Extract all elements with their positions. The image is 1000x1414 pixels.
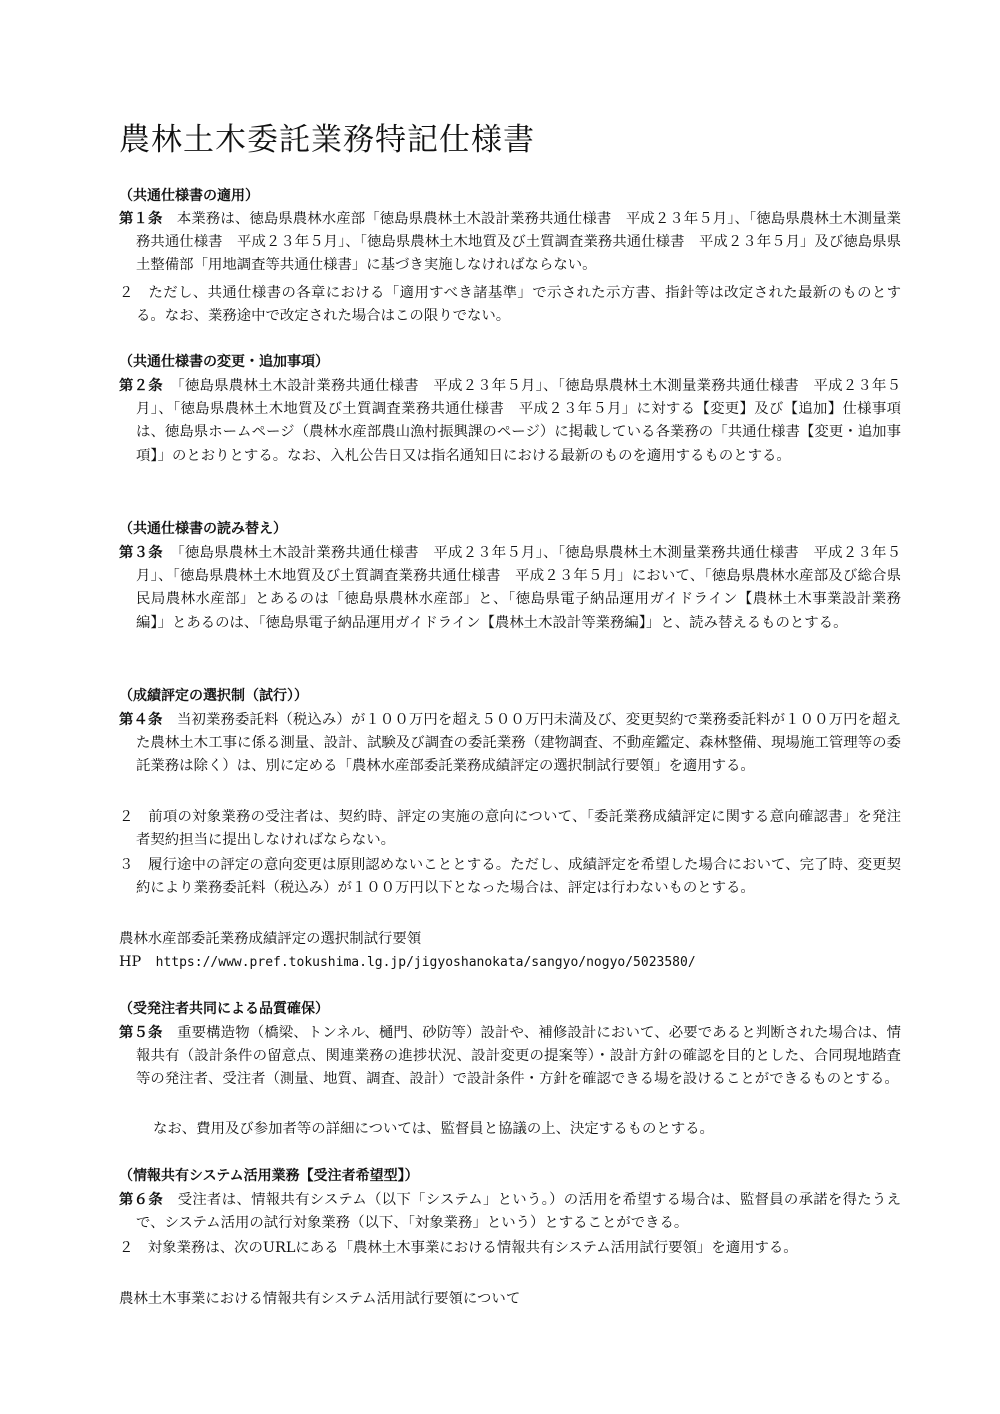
- article-1: [119, 208, 901, 278]
- article-4-item-3: ３ 履行途中の評定の意向変更は原則認めないこととする。ただし、成績評定を希望した場合において、完了時、変更契約により業務委託料（税込み）が１００万円以下となった場合は、評定は行わないものとする。: [119, 857, 901, 897]
- article-4: [119, 709, 901, 779]
- article-6-item-2: ２ 対象業務は、次のURLにある「農林土木事業における情報共有システム活用試行要領」を適用する。: [119, 1240, 798, 1256]
- article-6: [119, 1189, 901, 1235]
- article-5: [119, 1022, 901, 1092]
- article-4-item-2: ２ 前項の対象業務の受注者は、契約時、評定の実施の意向について、「委託業務成績評定に関する意向確認書」を発注者契約担当に提出しなければならない。: [119, 809, 901, 849]
- section-5-heading: （受発注者共同による品質確保）: [119, 1001, 329, 1017]
- article-1-text: 本業務は、徳島県農林水産部「徳島県農林土木設計業務共通仕様書 平成２３年５月」、「徳島県農林土木測量業務共通仕様書 平成２３年５月」、「徳島県農林土木地質及び土質調査業務共通仕様書 平成２３年５月」及び徳島県県土整備部「用地調査等共通仕様書」に基づき実施しなければならない。: [136, 211, 901, 274]
- page-title: 農林土木委託業務特記仕様書: [119, 122, 535, 158]
- article-3: [119, 542, 901, 635]
- reference-title-2: 農林土木事業における情報共有システム活用試行要領について: [119, 1291, 521, 1307]
- article-5-note: なお、費用及び参加者等の詳細については、監督員と協議の上、決定するものとする。: [153, 1121, 714, 1137]
- article-5-label: 第５条: [119, 1025, 163, 1041]
- article-4-text: 当初業務委託料（税込み）が１００万円を超え５００万円未満及び、変更契約で業務委託料が１００万円を超えた農林土木工事に係る測量、設計、試験及び調査の委託業務（建物調査、不動産鑑定、森林整備、現場施工管理等の委託業務は除く）は、別に定める「農林水産部委託業務成績評定の選択制試行要領」を適用する。: [136, 712, 901, 775]
- section-2-heading: （共通仕様書の変更・追加事項）: [119, 354, 329, 370]
- section-3-heading: （共通仕様書の読み替え）: [119, 521, 287, 537]
- article-4-label: 第４条: [119, 712, 163, 728]
- article-2: [119, 375, 901, 468]
- article-5-text: 重要構造物（橋梁、トンネル、樋門、砂防等）設計や、補修設計において、必要であると判断された場合は、情報共有（設計条件の留意点、関連業務の進捗状況、設計変更の提案等）・設計方針の確認を目的とした、合同現地踏査等の発注者、受注者（測量、地質、調査、設計）で設計条件・方針を確認できる場を設けることができるものとする。: [136, 1025, 901, 1088]
- reference-url-link[interactable]: https://www.pref.tokushima.lg.jp/jigyoshanokata/sangyo/nogyo/5023580/: [155, 955, 696, 970]
- article-2-label: 第２条: [119, 378, 163, 394]
- section-1-heading: （共通仕様書の適用）: [119, 188, 259, 204]
- reference-link-line: [119, 951, 696, 974]
- article-6-text: 受注者は、情報共有システム（以下「システム」という。）の活用を希望する場合は、監督員の承諾を得たうえで、システム活用の試行対象業務（以下、「対象業務」という）とすることができる。: [136, 1192, 901, 1232]
- section-6-heading: （情報共有システム活用業務【受注者希望型】）: [119, 1168, 419, 1184]
- article-6-label: 第６条: [119, 1192, 164, 1208]
- article-1-item-2: ２ ただし、共通仕様書の各章における「適用すべき諸基準」で示された示方書、指針等は改定された最新のものとする。なお、業務途中で改定された場合はこの限りでない。: [119, 285, 901, 325]
- section-4-heading: （成績評定の選択制（試行））: [119, 688, 308, 704]
- reference-title: 農林水産部委託業務成績評定の選択制試行要領: [119, 931, 422, 947]
- article-2-text: 「徳島県農林土木設計業務共通仕様書 平成２３年５月」、「徳島県農林土木測量業務共通仕様書 平成２３年５月」、「徳島県農林土木地質及び土質調査業務共通仕様書 平成２３年５月」に対する【変更】及び【追加】仕様事項は、徳島県ホームページ（農林水産部農山漁村振興課のページ）に掲載している各業務の「共通仕様書【変更・追加事項】」のとおりとする。なお、入札公告日又は指名通知日における最新のものを適用するものとする。: [136, 378, 901, 464]
- article-3-text: 「徳島県農林土木設計業務共通仕様書 平成２３年５月」、「徳島県農林土木測量業務共通仕様書 平成２３年５月」、「徳島県農林土木地質及び土質調査業務共通仕様書 平成２３年５月」において、「徳島県農林水産部及び総合県民局農林水産部」とあるのは「徳島県農林水産部」と、「徳島県電子納品運用ガイドライン【農林土木事業設計業務編】」とあるのは、「徳島県電子納品運用ガイドライン【農林土木設計等業務編】」と、読み替えるものとする。: [136, 545, 901, 631]
- reference-hp-label: HP: [119, 954, 156, 970]
- article-3-label: 第３条: [119, 545, 163, 561]
- article-1-label: 第１条: [119, 211, 163, 227]
